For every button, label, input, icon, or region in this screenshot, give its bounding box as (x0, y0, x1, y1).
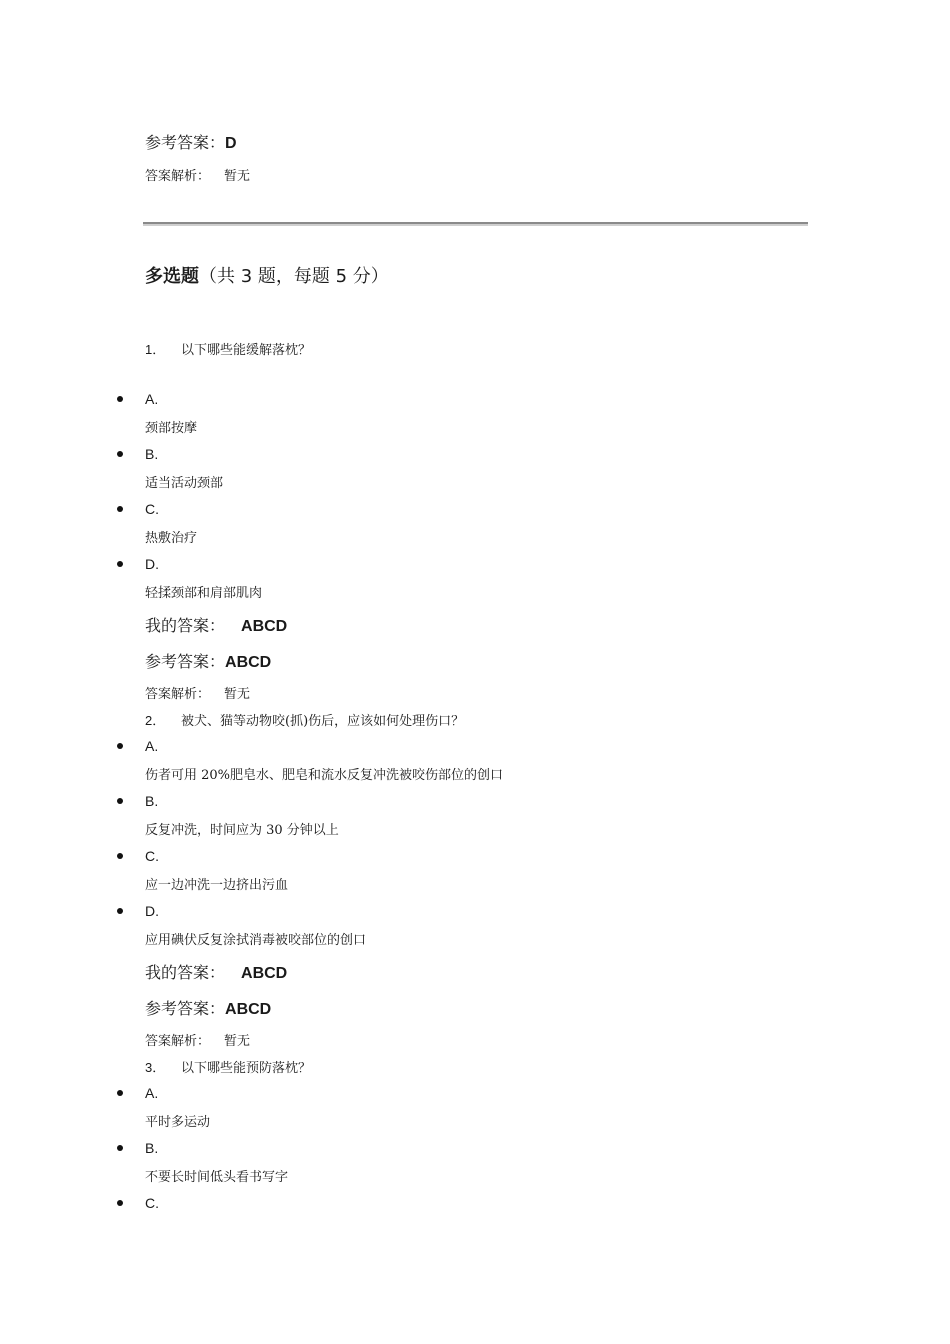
option-letter: A. (145, 1085, 159, 1101)
question-number: 3． (145, 1060, 166, 1075)
analysis-value: 暂无 (224, 1034, 251, 1049)
section-title-name: 多选题 (145, 266, 199, 287)
option-text: 平时多运动 (145, 1115, 211, 1130)
option-letter: B. (145, 446, 159, 462)
analysis-label: 答案解析： (145, 687, 211, 702)
section-title (145, 262, 389, 288)
bullet-icon (117, 506, 123, 512)
option-text: 颈部按摩 (145, 421, 198, 436)
option-text: 反复冲洗，时间应为 30 分钟以上 (145, 823, 339, 838)
bullet-icon (117, 1200, 123, 1206)
prev-answer-analysis (145, 165, 250, 184)
bullet-icon (117, 743, 123, 749)
question-text: 被犬、猫等动物咬(抓)伤后，应该如何处理伤口？ (181, 714, 465, 729)
reference-answer-label: 参考答案： (145, 133, 226, 152)
bullet-icon (117, 798, 123, 804)
my-answer-label: 我的答案： (145, 616, 226, 635)
section-title-meta: （共 3 题，每题 5 分） (199, 266, 389, 287)
reference-answer (145, 649, 271, 672)
reference-answer-value: ABCD (225, 1001, 272, 1018)
analysis-label: 答案解析： (145, 1034, 211, 1049)
option-text: 适当活动颈部 (145, 476, 224, 491)
reference-answer-value: ABCD (225, 654, 272, 671)
analysis-label: 答案解析： (145, 169, 211, 184)
bullet-icon (117, 1145, 123, 1151)
my-answer (145, 613, 287, 636)
option-letter: B. (145, 1140, 159, 1156)
option-text: 应一边冲洗一边挤出污血 (145, 878, 289, 893)
bullet-icon (117, 451, 123, 457)
my-answer-label: 我的答案： (145, 963, 226, 982)
bullet-icon (117, 396, 123, 402)
analysis-value: 暂无 (224, 169, 251, 184)
analysis-value: 暂无 (224, 687, 251, 702)
question-2 (145, 710, 464, 729)
reference-answer-value: D (225, 135, 237, 152)
option-letter: C. (145, 1195, 159, 1211)
question-number: 1． (145, 342, 166, 357)
question-number: 2． (145, 713, 166, 728)
option-letter: C. (145, 848, 159, 864)
option-letter: B. (145, 793, 159, 809)
option-text: 不要长时间低头看书写字 (145, 1170, 289, 1185)
my-answer-value: ABCD (241, 965, 288, 982)
question-text: 以下哪些能缓解落枕？ (181, 343, 312, 358)
my-answer (145, 960, 287, 983)
bullet-icon (117, 853, 123, 859)
option-letter: C. (145, 501, 159, 517)
section-divider (143, 222, 808, 226)
question-text: 以下哪些能预防落枕？ (181, 1061, 312, 1076)
question-3 (145, 1057, 311, 1076)
answer-analysis (145, 1030, 250, 1049)
option-letter: D. (145, 903, 159, 919)
my-answer-value: ABCD (241, 618, 288, 635)
option-text: 轻揉颈部和肩部肌肉 (145, 586, 263, 601)
bullet-icon (117, 908, 123, 914)
option-text: 应用碘伏反复涂拭消毒被咬部位的创口 (145, 933, 367, 948)
bullet-icon (117, 561, 123, 567)
reference-answer (145, 996, 271, 1019)
reference-answer-label: 参考答案： (145, 652, 226, 671)
reference-answer-label: 参考答案： (145, 999, 226, 1018)
option-text: 热敷治疗 (145, 531, 198, 546)
option-letter: D. (145, 556, 159, 572)
bullet-icon (117, 1090, 123, 1096)
option-letter: A. (145, 391, 159, 407)
question-1 (145, 339, 311, 358)
answer-analysis (145, 683, 250, 702)
option-text: 伤者可用 20%肥皂水、肥皂和流水反复冲洗被咬伤部位的创口 (145, 768, 504, 783)
prev-reference-answer (145, 130, 237, 153)
option-letter: A. (145, 738, 159, 754)
